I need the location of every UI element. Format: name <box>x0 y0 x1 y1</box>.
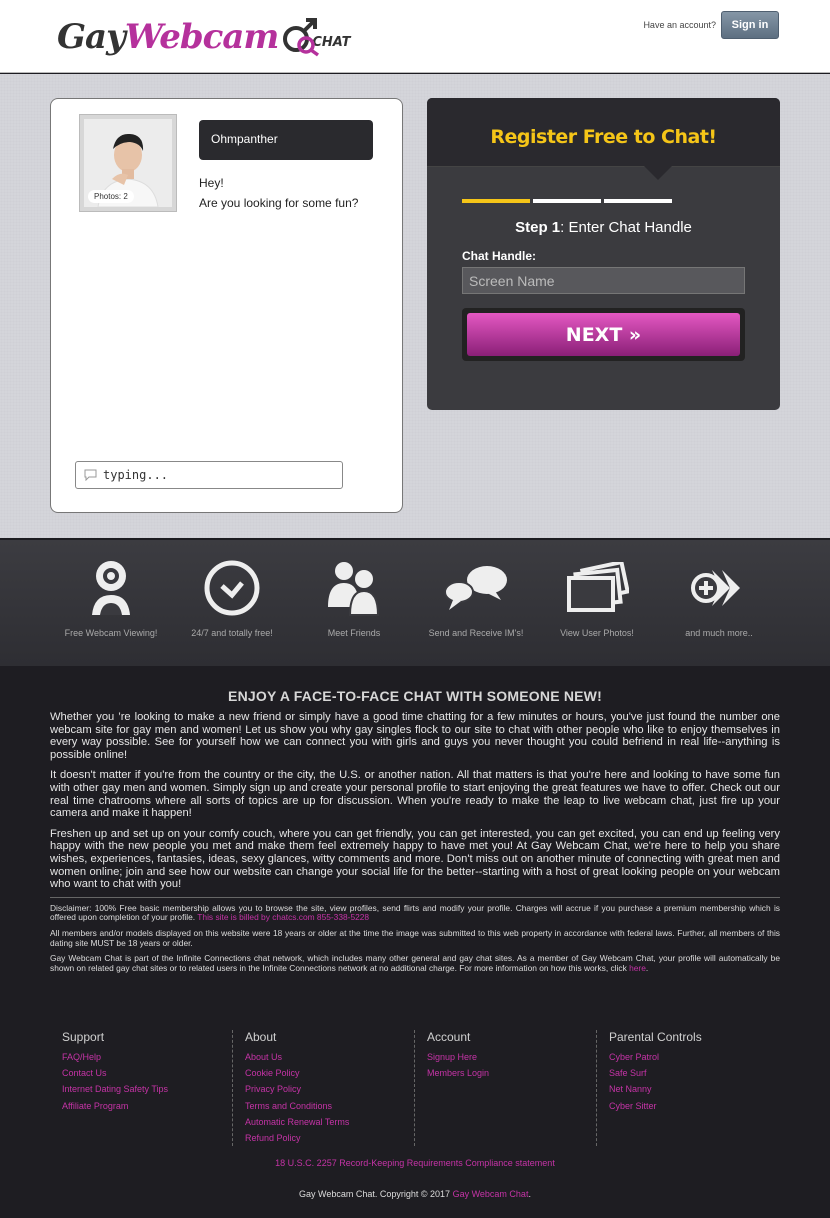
feature-webcam <box>61 556 161 639</box>
step-bar-1 <box>462 199 530 203</box>
register-header <box>427 98 780 167</box>
feature-24-7 <box>182 556 282 639</box>
step-bar-2 <box>533 199 601 203</box>
content-paragraph: Whether you ’re looking to make a new friend or simply have a good time chatting for a few minutes or hours, you've just found the number one webcam site for gay men and women! Let us show you why gay singles flock to our site to chat with other people who like to enjoy themselves in every way possible. See for yourself how we can connect you with girls and guys you never thought you could befriend in real life--anything is possible online! <box>50 711 780 761</box>
billing-link[interactable]: This site is billed by chatcs.com 855-338-5228 <box>197 912 370 923</box>
age-disclaimer: All members and/or models displayed on this website were 18 years or older at the time the image was submitted to this web property in accordance with federal laws. Further, all members of this dating site MUST be 18 years or older. <box>50 927 780 948</box>
chat-preview-panel <box>50 98 403 513</box>
footer-col-title: About <box>245 1030 277 1044</box>
step-bar-3 <box>604 199 672 203</box>
register-panel <box>427 98 780 410</box>
footer-link[interactable]: Terms and Conditions <box>245 1100 333 1111</box>
more-icon <box>690 566 748 610</box>
footer-col-account <box>414 1030 596 1146</box>
footer-link[interactable]: FAQ/Help <box>62 1052 102 1062</box>
step-title <box>427 219 780 236</box>
logo-text-chat: CHAT <box>312 34 351 50</box>
copyright-text: Gay Webcam Chat. Copyright © 2017 <box>299 1189 451 1199</box>
next-button-wrapper <box>462 308 745 361</box>
footer-columns <box>50 1030 780 1146</box>
chat-handle-label: Chat Handle: <box>462 249 537 263</box>
footer-link[interactable]: Net Nanny <box>609 1084 652 1095</box>
photos-icon <box>565 562 629 614</box>
step-number: Step 1 <box>515 219 561 236</box>
copyright-link[interactable]: Gay Webcam Chat <box>452 1189 529 1199</box>
footer-link[interactable]: Internet Dating Safety Tips <box>62 1084 169 1095</box>
chat-message-line: Hey! <box>199 176 224 190</box>
site-logo[interactable] <box>57 14 350 60</box>
footer-col-title: Account <box>427 1030 471 1044</box>
speech-bubble-icon <box>84 469 97 481</box>
photo-count-badge[interactable]: Photos: 2 <box>88 190 134 203</box>
content-heading: ENJOY A FACE-TO-FACE CHAT WITH SOMEONE NEW! <box>228 688 602 704</box>
here-link[interactable]: here <box>629 962 646 973</box>
footer-col-parental <box>596 1030 778 1146</box>
feature-label: View User Photos! <box>560 628 634 638</box>
feature-label: and much more.. <box>685 628 753 638</box>
typing-indicator <box>75 461 343 489</box>
footer-link[interactable]: Cyber Sitter <box>609 1100 657 1111</box>
feature-more <box>669 556 769 639</box>
footer-link[interactable]: Contact Us <box>62 1068 107 1079</box>
hero-section <box>0 74 830 538</box>
chat-bubbles-icon <box>443 564 509 612</box>
feature-label: Send and Receive IM's! <box>428 628 524 638</box>
content-paragraph: It doesn't matter if you're from the country or the city, the U.S. or another nation. All that matters is that you're here and looking to have some fun with other gay men and women. Simply sign up and create your personal profile to start enjoying the great features we have to offer. Check out our real time chatrooms where all sorts of topics are up for discussion. When you're ready to make the leap to live webcam chat, just fire up your camera and make it happen! <box>50 769 780 820</box>
footer-link[interactable]: Refund Policy <box>245 1133 301 1144</box>
footer-link[interactable]: Cyber Patrol <box>609 1052 660 1062</box>
feature-label: Meet Friends <box>327 628 381 638</box>
header-notch <box>644 166 672 180</box>
feature-label: Free Webcam Viewing! <box>64 628 158 638</box>
footer-link[interactable]: Privacy Policy <box>245 1084 302 1095</box>
footer-link[interactable]: Cookie Policy <box>245 1068 300 1079</box>
feature-im <box>426 556 526 639</box>
logo-text-gay: Gay <box>57 17 125 57</box>
network-disclaimer-end: . <box>645 962 649 973</box>
footer-link[interactable]: About Us <box>245 1052 283 1062</box>
chat-message <box>199 173 358 213</box>
next-button[interactable]: NEXT » <box>467 313 740 356</box>
chat-message-line: Are you looking for some fun? <box>199 196 359 210</box>
footer-col-about <box>232 1030 414 1146</box>
feature-friends <box>304 556 404 639</box>
friends-icon <box>326 559 382 617</box>
footer-link[interactable]: Signup Here <box>427 1052 478 1062</box>
step-progress <box>462 199 672 203</box>
chat-handle-input[interactable]: Screen Name <box>462 267 745 294</box>
disclaimer-text: Disclaimer: 100% Free basic membership allows you to browse the site, view profiles, send flirts and modify your profile. Charges will accrue if you purchase a premium membership which is offered upon completion of your profile. <box>50 902 780 923</box>
footer-link[interactable]: Affiliate Program <box>62 1100 129 1111</box>
footer-link[interactable]: Members Login <box>427 1068 490 1079</box>
footer-link[interactable]: Automatic Renewal Terms <box>245 1116 350 1127</box>
site-header <box>0 0 830 73</box>
typing-text: typing... <box>103 468 169 482</box>
register-title: Register Free to Chat! <box>490 126 717 148</box>
sign-in-button[interactable]: Sign in <box>721 11 779 39</box>
copyright <box>0 1189 830 1199</box>
avatar <box>84 119 172 207</box>
copyright-end: . <box>528 1189 531 1199</box>
logo-text-webcam: Webcam <box>124 17 279 57</box>
footer-col-title: Parental Controls <box>609 1030 702 1044</box>
footer-col-title: Support <box>62 1030 105 1044</box>
disclaimer <box>50 904 780 923</box>
profile-photo-frame[interactable] <box>79 114 177 212</box>
record-keeping-link[interactable]: 18 U.S.C. 2257 Record-Keeping Requirements Compliance statement <box>275 1158 555 1168</box>
footer-col-support <box>50 1030 232 1146</box>
network-disclaimer-text: Gay Webcam Chat is part of the Infinite Connections chat network, which includes many other general and gay chat sites. As a member of Gay Webcam Chat, your profile will automatically be shown on related gay chat sites or to related users in the Infinite Connections network at no additional charge. For more information on how this works, click <box>50 953 780 973</box>
features-bar <box>0 538 830 666</box>
feature-label: 24/7 and totally free! <box>191 628 273 638</box>
clock-icon <box>203 559 261 617</box>
network-disclaimer <box>50 954 780 973</box>
webcam-icon <box>86 559 136 617</box>
step-description: : Enter Chat Handle <box>560 219 692 236</box>
chat-username: Ohmpanther <box>199 120 373 160</box>
have-account-text: Have an account? <box>643 20 716 30</box>
feature-photos <box>547 556 647 639</box>
footer-link[interactable]: Safe Surf <box>609 1068 647 1079</box>
gender-symbol-icon <box>280 17 326 57</box>
divider <box>50 897 780 898</box>
content-paragraph: Freshen up and set up on your comfy couch, where you can get friendly, you can get interested, you can get excited, you can end up feeling very happy with the new people you met and make them feel extremely happy to have met you! At Gay Webcam Chat, we're here to help you share wishes, experiences, fantasies, ideas, sexy glances, witty comments and more. Don't miss out on another minute of connecting with great men and women online; join and see how our website can change your social life for the better--starting with a host of great looking people on your webcam who want to chat with you! <box>50 827 780 891</box>
content-section <box>0 666 830 1218</box>
